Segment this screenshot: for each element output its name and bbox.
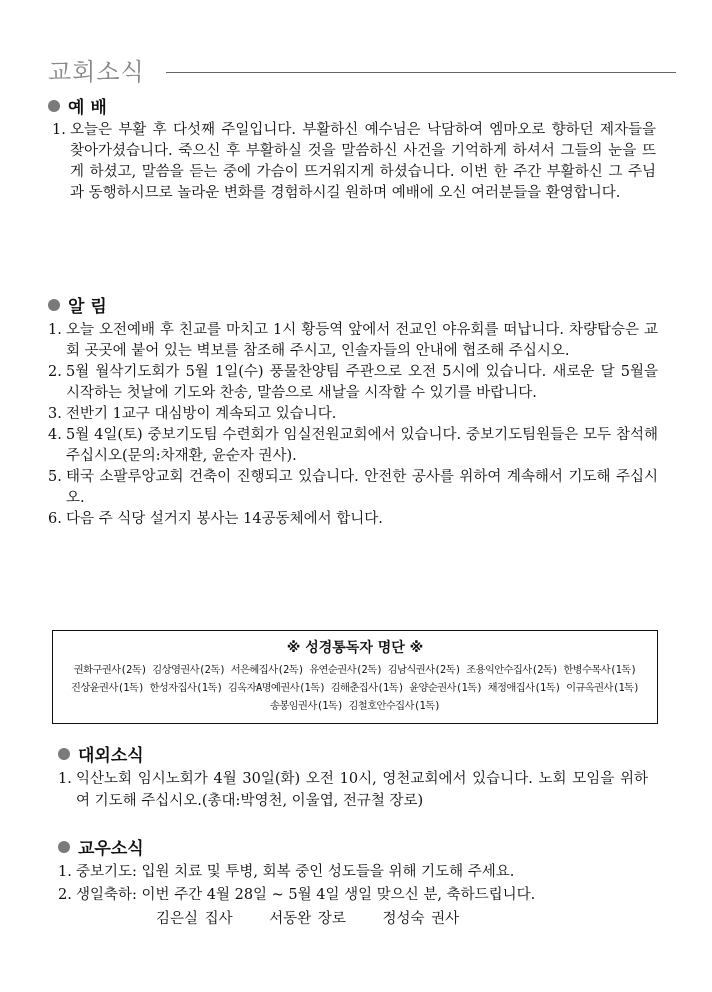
external-news-heading — [58, 741, 144, 766]
item-number: 2. — [58, 887, 72, 903]
item-number: 1. — [48, 322, 62, 338]
item-text: 5월 4일(토) 중보기도팀 수련회가 임실전원교회에서 있습니다. 중보기도팀원들은 모두 참석해 주십시오(문의:차재환, 윤순자 권사). — [66, 427, 658, 464]
bullet-icon — [48, 299, 60, 311]
list-item — [58, 861, 658, 884]
list-item — [48, 362, 658, 404]
reader-line: 진상윤권사(1독) 한성자집사(1독) 김옥자A명예권사(1독) 김해춘집사(1독) 윤양순권사(1독) 채정애집사(1독) 이규옥권사(1독) — [70, 682, 640, 694]
item-text: 태국 소팔루앙교회 건축이 진행되고 있습니다. 안전한 공사를 위하여 계속해서 기도해 주십시오. — [66, 469, 658, 506]
item-number: 1. — [58, 864, 72, 880]
birthday-names — [156, 907, 489, 928]
bullet-icon — [48, 100, 60, 112]
item-number: 5. — [48, 469, 62, 485]
member-news-heading — [58, 834, 144, 859]
list-item — [48, 320, 658, 362]
bullet-icon — [58, 748, 70, 760]
worship-heading-label: 예 배 — [68, 98, 107, 118]
item-text: 다음 주 식당 설거지 봉사는 14공동체에서 합니다. — [66, 511, 383, 527]
bible-readers-title: ※ 성경통독자 명단 ※ — [286, 640, 424, 656]
external-news-heading-label: 대외소식 — [78, 746, 144, 766]
worship-heading — [48, 93, 107, 118]
item-number: 2. — [48, 364, 62, 380]
bible-readers-box — [52, 630, 658, 724]
item-text: 오늘 오전예배 후 친교를 마치고 1시 황등역 앞에서 전교인 야유회를 떠납니다. 차량탑승은 교회 곳곳에 붙어 있는 벽보를 참조해 주시고, 인솔자들의 안내에 협조해 주십시오. — [66, 322, 658, 359]
list-item — [58, 884, 658, 907]
notices-heading — [48, 292, 107, 317]
birthday-name: 김은실 집사 — [156, 911, 233, 927]
worship-list — [52, 120, 656, 204]
reader-line: 권화구권사(2독) 김상영권사(2독) 서은혜집사(2독) 유연순권사(2독) 김남식권사(2독) 조용익안수집사(2독) 한병수목사(1독) — [73, 664, 637, 676]
item-text: 중보기도: 입원 치료 및 투병, 회복 중인 성도들을 위해 기도해 주세요. — [76, 864, 515, 880]
birthday-name: 정성숙 권사 — [382, 911, 460, 927]
list-item — [48, 467, 658, 509]
item-number: 1. — [58, 771, 72, 787]
member-news-list — [58, 861, 658, 907]
list-item — [48, 404, 658, 425]
item-number: 6. — [48, 511, 62, 527]
item-number: 4. — [48, 427, 62, 443]
bible-readers-names — [59, 661, 651, 715]
external-news-list — [58, 768, 648, 812]
bullet-icon — [58, 841, 70, 853]
notices-heading-label: 알 림 — [68, 297, 107, 317]
list-item — [58, 768, 648, 812]
reader-line: 송봉임권사(1독) 김철호안수집사(1독) — [269, 700, 441, 712]
item-text: 전반기 1교구 대심방이 계속되고 있습니다. — [66, 406, 337, 422]
item-number: 3. — [48, 406, 62, 422]
item-text: 익산노회 임시노회가 4월 30일(화) 오전 10시, 영천교회에서 있습니다. 노회 모임을 위하여 기도해 주십시오.(총대:박영천, 이울엽, 전규철 장로) — [76, 771, 648, 809]
item-text: 오늘은 부활 후 다섯째 주일입니다. 부활하신 예수님은 낙담하여 엠마오로 향하던 제자들을 찾아가셨습니다. 죽으신 후 부활하실 것을 말씀하신 사건을 기억하게 하셔서 그들의 눈을 뜨게 하셨고, 말씀을 듣는 중에 가슴이 뜨거워지게 하셨습니다. 이번 한 주간 부활하신 그 주님과 동행하시므로 놀라운 변화를 경험하시길 원하며 예배에 오신 여러분들을 환영합니다. — [70, 122, 656, 201]
item-number: 1. — [52, 122, 66, 138]
birthday-name: 서동완 장로 — [269, 911, 346, 927]
list-item — [48, 425, 658, 467]
item-text: 생일축하: 이번 주간 4월 28일 ~ 5월 4일 생일 맞으신 분, 축하드립니다. — [76, 887, 536, 903]
item-text: 5월 월삭기도회가 5월 1일(수) 풍물찬양팀 주관으로 오전 5시에 있습니다. 새로운 달 5월을 시작하는 첫날에 기도와 찬송, 말씀으로 새날을 시작할 수 있기를 바랍니다. — [66, 364, 658, 401]
notices-list — [48, 320, 658, 530]
member-news-heading-label: 교우소식 — [78, 839, 144, 859]
list-item — [52, 120, 656, 204]
page-header — [48, 52, 678, 88]
list-item — [48, 509, 658, 530]
page-title: 교회소식 — [48, 58, 145, 86]
title-rule — [166, 72, 676, 73]
